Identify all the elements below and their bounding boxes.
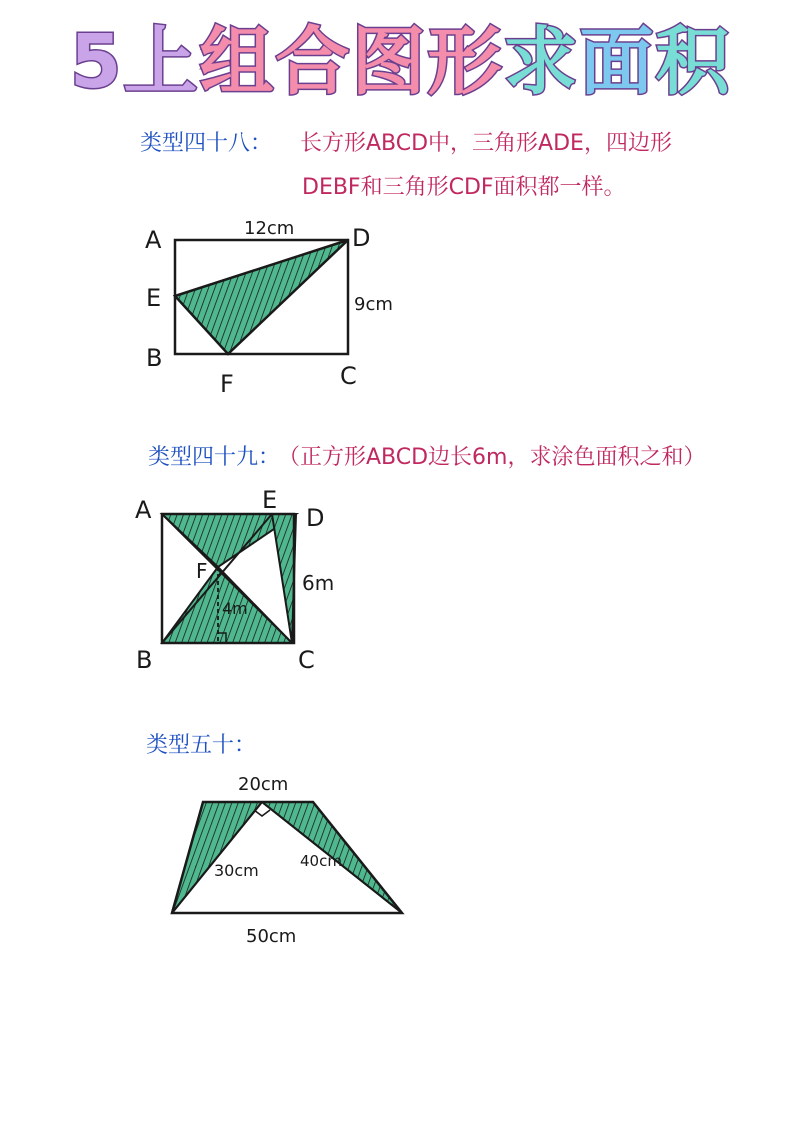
type50-heading: 类型五十： bbox=[146, 733, 257, 758]
label-f: F bbox=[196, 559, 208, 583]
title-part-find: 求 bbox=[503, 18, 580, 105]
label-top-length: 12cm bbox=[244, 218, 295, 239]
label-height: 4m bbox=[222, 599, 248, 618]
label-a: A bbox=[145, 226, 162, 254]
type48-description-line2: DEBF和三角形CDF面积都一样。 bbox=[302, 175, 626, 200]
label-c: C bbox=[340, 362, 357, 390]
figure-type49 bbox=[135, 486, 334, 674]
label-b: B bbox=[146, 344, 163, 372]
title-part-combined: 组合 bbox=[199, 18, 352, 105]
label-a: A bbox=[135, 496, 152, 524]
label-e: E bbox=[262, 486, 278, 514]
label-side-length: 6m bbox=[302, 571, 335, 595]
label-bottom-length: 50cm bbox=[246, 926, 297, 947]
title-part-figures: 图形 bbox=[351, 18, 504, 105]
label-right-length: 9cm bbox=[354, 294, 393, 315]
type49-description: （正方形ABCD边长6m，求涂色面积之和） bbox=[278, 445, 706, 470]
right-angle-mark bbox=[254, 810, 270, 816]
label-f: F bbox=[220, 370, 234, 398]
label-b: B bbox=[136, 646, 153, 674]
type48-heading: 类型四十八： bbox=[140, 131, 273, 156]
title-part-area: 积 bbox=[655, 18, 732, 105]
label-e: E bbox=[146, 284, 162, 312]
label-d: D bbox=[352, 224, 371, 252]
label-left-length: 30cm bbox=[214, 861, 259, 880]
figure-type48 bbox=[145, 218, 393, 398]
type48-description-line1: 长方形ABCD中，三角形ADE，四边形 bbox=[300, 131, 672, 156]
figure-type50 bbox=[172, 774, 402, 947]
label-d: D bbox=[306, 504, 325, 532]
label-c: C bbox=[298, 646, 315, 674]
title-part-surface: 面 bbox=[579, 18, 656, 105]
label-right-length: 40cm bbox=[300, 852, 342, 870]
type49-heading: 类型四十九： bbox=[148, 445, 281, 470]
title-part-grade: 5上 bbox=[70, 18, 200, 105]
label-top-length: 20cm bbox=[238, 774, 289, 795]
shaded-triangle-edc bbox=[272, 514, 296, 643]
shaded-triangle-edf bbox=[175, 240, 348, 354]
